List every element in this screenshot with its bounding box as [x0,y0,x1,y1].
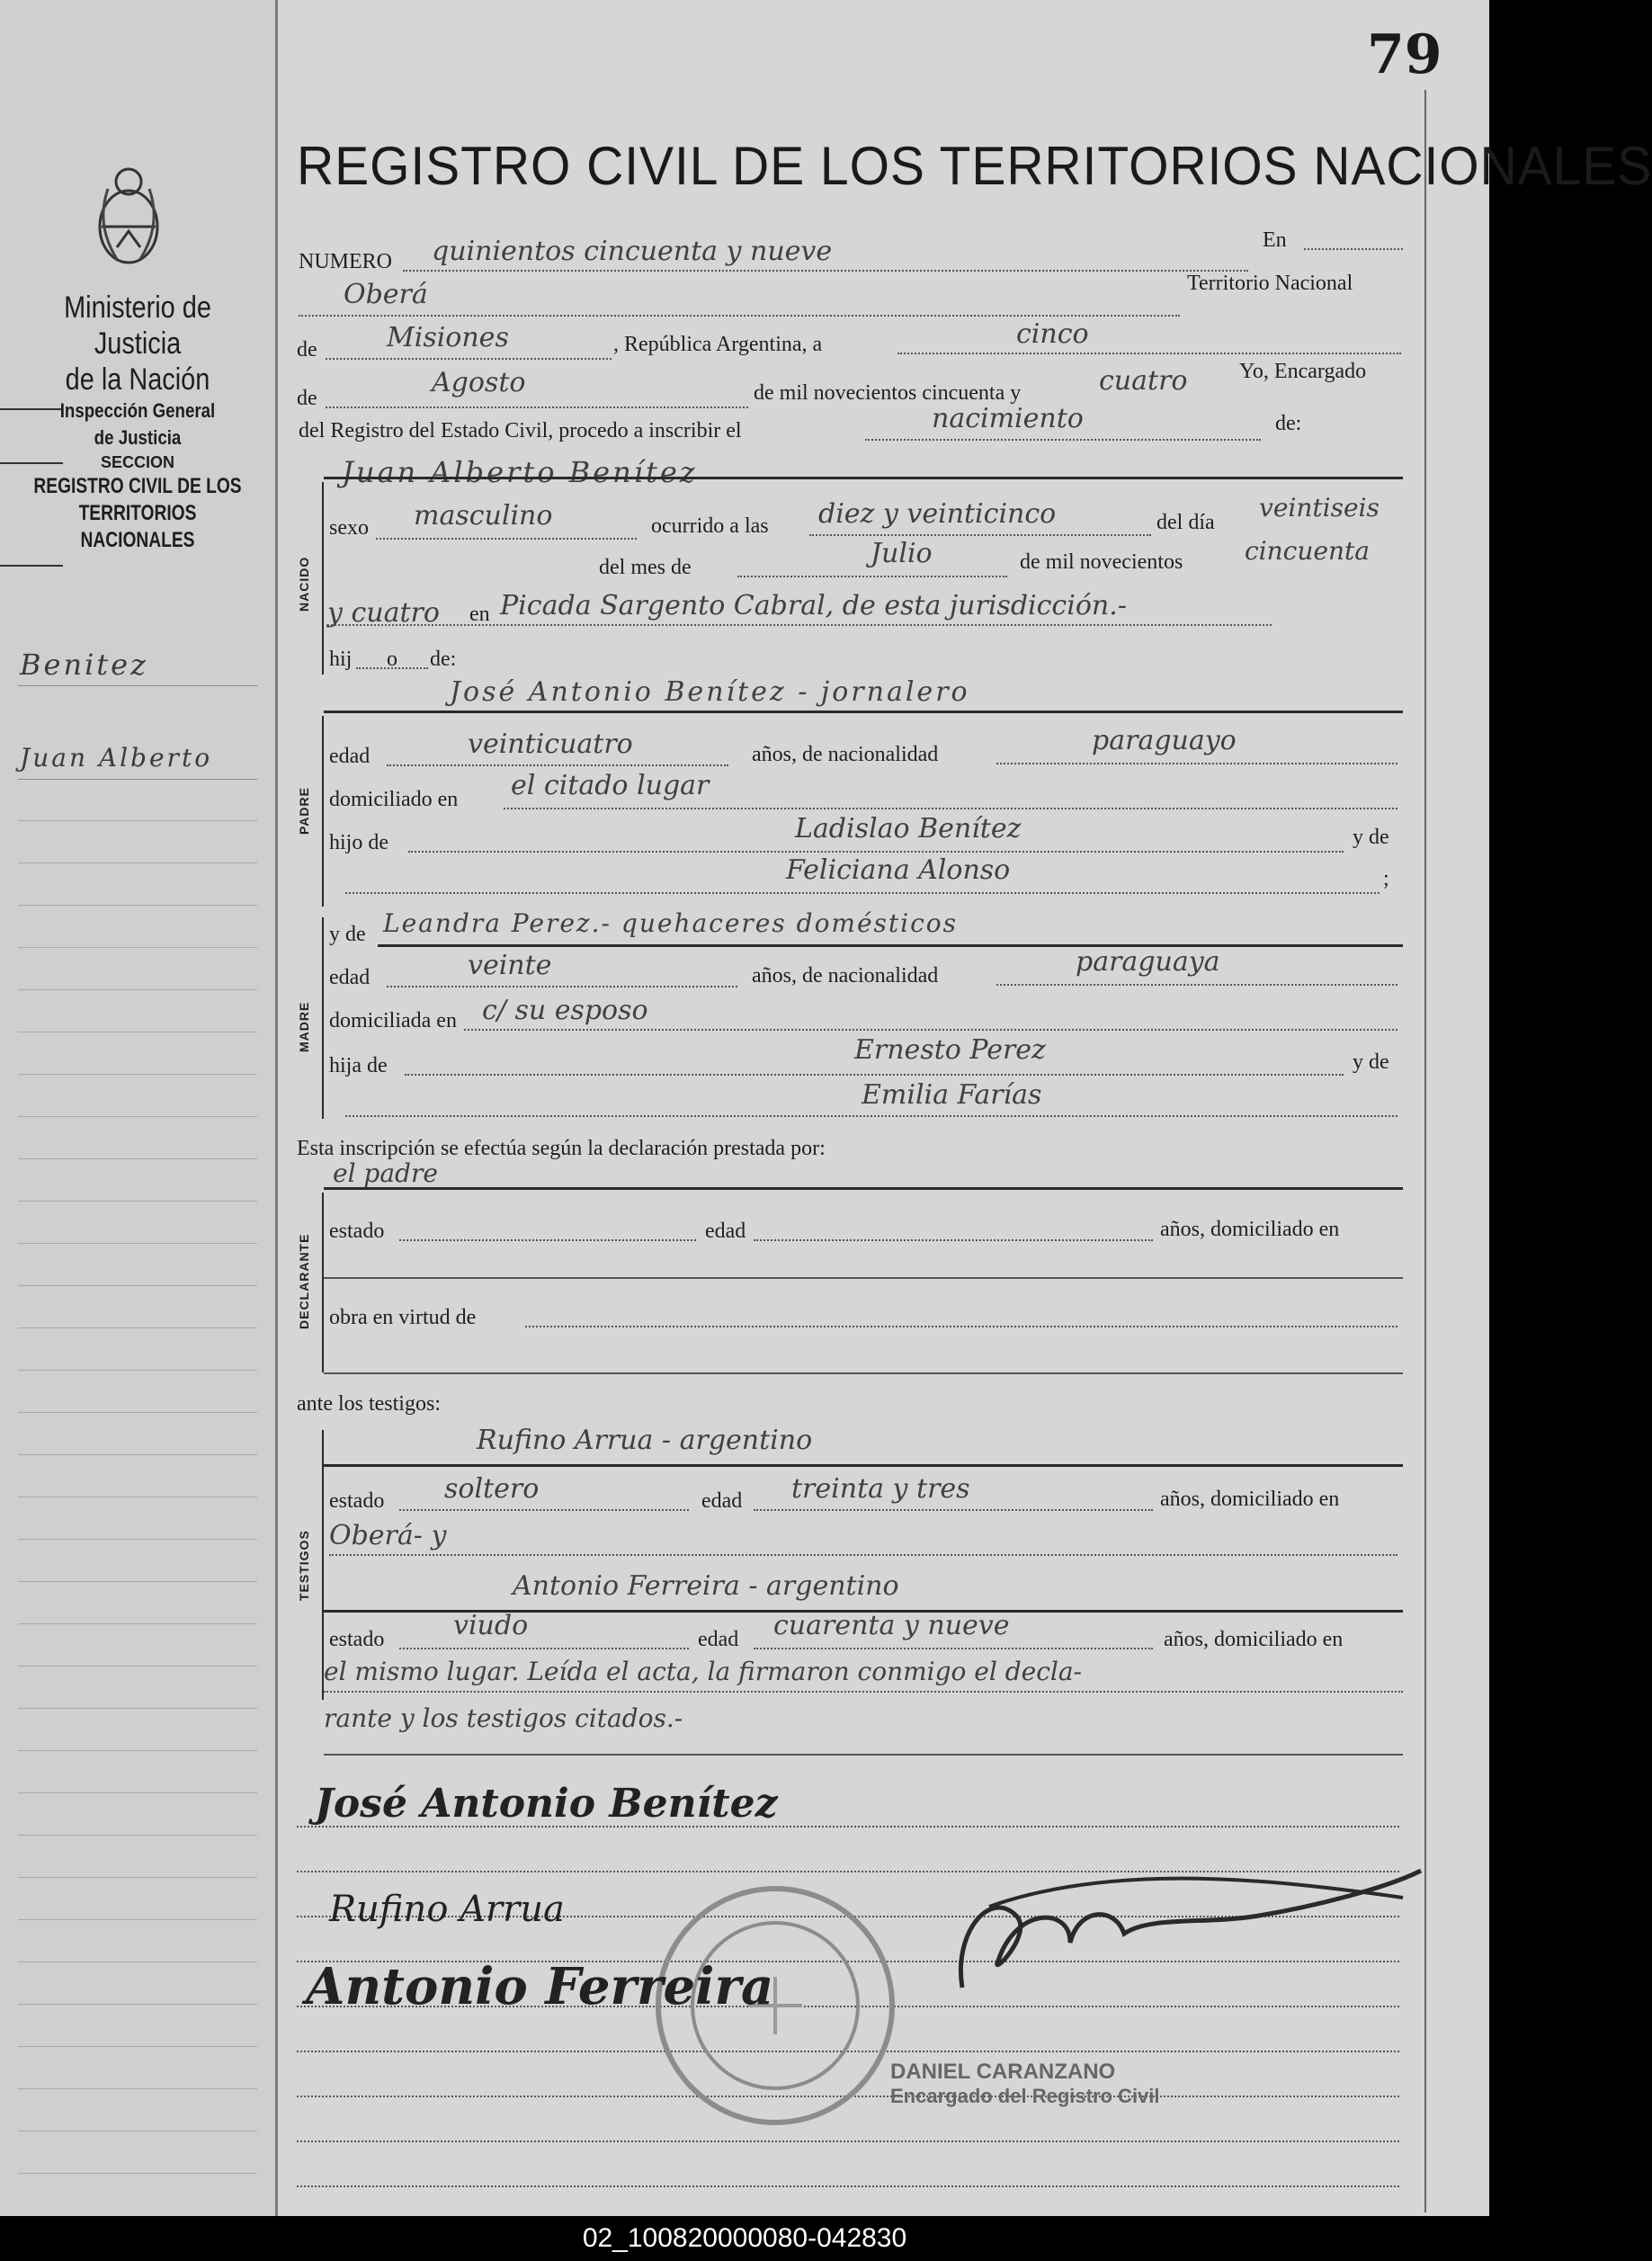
padre-name-value: José Antonio Benítez - jornalero [450,676,970,708]
anios-label: años, domiciliado en [1164,1628,1344,1651]
yo-label: Yo, Encargado [1239,360,1367,383]
act-type-value: nacimiento [932,403,1084,434]
locality-value: Oberá [344,279,428,310]
fill-line [464,1029,1398,1031]
section-rule [324,477,1403,479]
testigos-intro: ante los testigos: [297,1392,441,1416]
section-rule [324,1187,1403,1190]
fill-line [754,1239,1153,1241]
abuela-materna-value: Emilia Farías [862,1079,1042,1111]
madre-domicilio-value: c/ su esposo [482,995,648,1026]
sidebar [0,0,278,2216]
signature-father: José Antonio Benítez [315,1781,778,1827]
sidebar-surname: Benitez [20,648,148,682]
declaracion-intro: Esta inscripción se efectúa según la declaración prestada por: [297,1137,826,1160]
fill-line [504,808,1398,809]
nacido-name-value: Juan Alberto Benítez [342,455,698,489]
fill-line [324,1691,1403,1693]
hora-value: diez y veinticinco [818,498,1057,530]
official-name: DANIEL CARANZANO [890,2060,1116,2084]
fill-line [326,407,748,408]
blank-line [324,1754,1403,1756]
edad-label: edad [701,1489,743,1513]
fill-line [996,984,1398,986]
padre-section-label: PADRE [297,787,311,835]
y-de-label: y de [329,923,366,946]
fill-line [329,1554,1398,1556]
domicilio-label: domiciliada en [329,1009,457,1032]
testigo1-estado-value: soltero [444,1473,540,1505]
mes-label: del mes de [599,556,692,579]
testigo1-edad-value: treinta y tres [791,1473,970,1505]
ruled-line [297,2185,1399,2187]
dia-value: veintiseis [1259,493,1380,523]
official-signature-icon [935,1853,1439,2033]
mil-label: de mil novecientos [1020,550,1183,574]
padre-edad-value: veinticuatro [468,728,633,760]
ministry-heading [0,290,275,554]
fill-line [405,1074,1344,1076]
madre-section-label: MADRE [297,1001,311,1052]
image-footer-code: 02_100820000080-042830 [0,2216,1489,2261]
anios-label: años, domiciliado en [1160,1218,1340,1241]
section-bracket [322,482,324,675]
hijo-label: hijo de [329,831,388,854]
sidebar-line [18,685,257,686]
section-bracket [322,1193,324,1372]
ministry-line2: de la Nación [65,362,210,397]
fill-line [525,1326,1398,1327]
fill-line [327,624,1272,626]
anios-label: años, de nacionalidad [752,743,939,766]
de-label: de [297,338,317,362]
anios-label: años, de nacionalidad [752,964,939,988]
madre-name-value: Leandra Perez.- quehaceres domésticos [383,908,959,938]
fill-line [345,892,1380,894]
anio-cont-value: y cuatro [327,597,440,629]
sidebar-ruled-lines [18,779,257,2174]
signature-witness1: Rufino Arrua [329,1889,565,1930]
domicilio-label: domiciliado en [329,788,459,811]
sidebar-given-names: Juan Alberto [20,743,213,773]
estado-label: estado [329,1628,385,1651]
fill-line [754,1509,1153,1511]
sexo-value: masculino [414,500,553,532]
semicolon: ; [1383,867,1389,890]
fill-line [996,763,1398,764]
fill-line [345,1115,1398,1117]
madre-nacionalidad-value: paraguaya [1076,946,1220,978]
republica-label: , República Argentina, a [613,333,823,356]
padre-nacionalidad-value: paraguayo [1092,725,1237,756]
inspection-line1: Inspección General [59,399,216,422]
testigo1-domicilio-value: Oberá- y [329,1520,447,1551]
fill-line [376,538,637,540]
coat-of-arms-icon [90,162,167,270]
fill-line [754,1648,1153,1649]
abuela-paterna-value: Feliciana Alonso [786,854,1011,886]
de-label: de [297,387,317,410]
anios-label: años, domiciliado en [1160,1488,1340,1511]
fill-line [399,1509,689,1511]
signature-witness2: Antonio Ferreira [306,1957,774,2016]
dia-label: del día [1156,511,1215,534]
de-label: de: [430,648,457,671]
section-bracket [322,716,324,907]
ministry-line1: Ministerio de Justicia [64,290,211,361]
fill-line [399,1648,689,1649]
document-title: REGISTRO CIVIL DE LOS TERRITORIOS NACIONALES [297,136,1652,196]
y-de-label: y de [1353,826,1389,849]
fill-line [387,764,728,766]
declarante-section-label: DECLARANTE [297,1233,311,1329]
estado-label: estado [329,1489,385,1513]
anio-value: cincuenta [1245,536,1370,566]
territorio-label: Territorio Nacional [1187,272,1353,295]
section-line1: REGISTRO CIVIL DE LOS [33,474,242,498]
sexo-label: sexo [329,516,369,540]
fill-line [399,1239,696,1241]
estado-label: estado [329,1220,385,1243]
section-bracket [322,917,324,1119]
hij-label: hij [329,648,353,671]
inspection-line2: de Justicia [94,426,182,449]
year-label: de mil novecientos cincuenta y [754,381,1022,405]
fill-line [387,986,737,988]
divider [0,462,63,464]
hija-label: hija de [329,1054,388,1077]
blank-line [324,1277,1403,1279]
page-number: 79 [1367,23,1442,86]
fill-line [1304,248,1403,250]
fill-line [326,358,612,360]
nacido-section-label: NACIDO [297,556,311,612]
abuelo-materno-value: Ernesto Perez [854,1034,1046,1066]
hij-value: o [387,648,397,671]
closing-line2: rante y los testigos citados.- [324,1703,683,1733]
year-value: cuatro [1099,365,1188,397]
numero-value: quinientos cincuenta y nueve [432,236,833,267]
ocurrido-label: ocurrido a las [651,514,769,538]
edad-label: edad [329,745,371,768]
fill-line [299,315,1180,317]
section-label: SECCION [100,453,174,471]
de-colon: de: [1275,412,1302,435]
lugar-value: Picada Sargento Cabral, de esta jurisdicción.- [500,590,1127,621]
month-value: Agosto [432,367,526,398]
numero-label: NUMERO [299,250,393,273]
en-label: en [469,603,490,626]
registro-label: del Registro del Estado Civil, procedo a inscribir el [299,419,742,442]
section-rule [324,710,1403,713]
closing-line1: el mismo lugar. Leída el acta, la firmaron conmigo el decla- [324,1657,1083,1686]
y-de-label: y de [1353,1050,1389,1074]
official-stamp-text [890,2060,1160,2108]
padre-domicilio-value: el citado lugar [511,770,710,801]
official-title: Encargado del Registro Civil [890,2085,1160,2107]
fill-line [737,576,1007,577]
madre-edad-value: veinte [468,950,552,981]
mes-value: Julio [871,538,933,569]
testigo2-estado-value: viudo [453,1610,529,1641]
testigos-section-label: TESTIGOS [297,1530,311,1601]
declarante-value: el padre [333,1158,438,1188]
section-rule [324,1464,1403,1467]
en-label: En [1263,228,1287,252]
divider [0,565,63,567]
obra-label: obra en virtud de [329,1306,477,1329]
fill-line [356,667,428,669]
abuelo-paterno-value: Ladislao Benítez [795,813,1022,845]
fill-line [865,439,1261,441]
section-rule [378,944,1403,947]
testigo1-name-value: Rufino Arrua - argentino [477,1425,813,1456]
ruled-line [297,2140,1399,2142]
fill-line [408,851,1344,853]
day-value: cinco [1016,318,1089,350]
blank-line [324,1372,1403,1374]
edad-label: edad [329,966,371,989]
testigo2-name-value: Antonio Ferreira - argentino [513,1570,899,1602]
edad-label: edad [705,1220,746,1243]
section-line2: TERRITORIOS NACIONALES [78,501,197,552]
testigo2-edad-value: cuarenta y nueve [773,1610,1010,1641]
fill-line [403,270,1248,272]
fill-line [809,534,1151,536]
edad-label: edad [698,1628,739,1651]
province-value: Misiones [387,322,509,353]
fill-line [897,353,1401,354]
